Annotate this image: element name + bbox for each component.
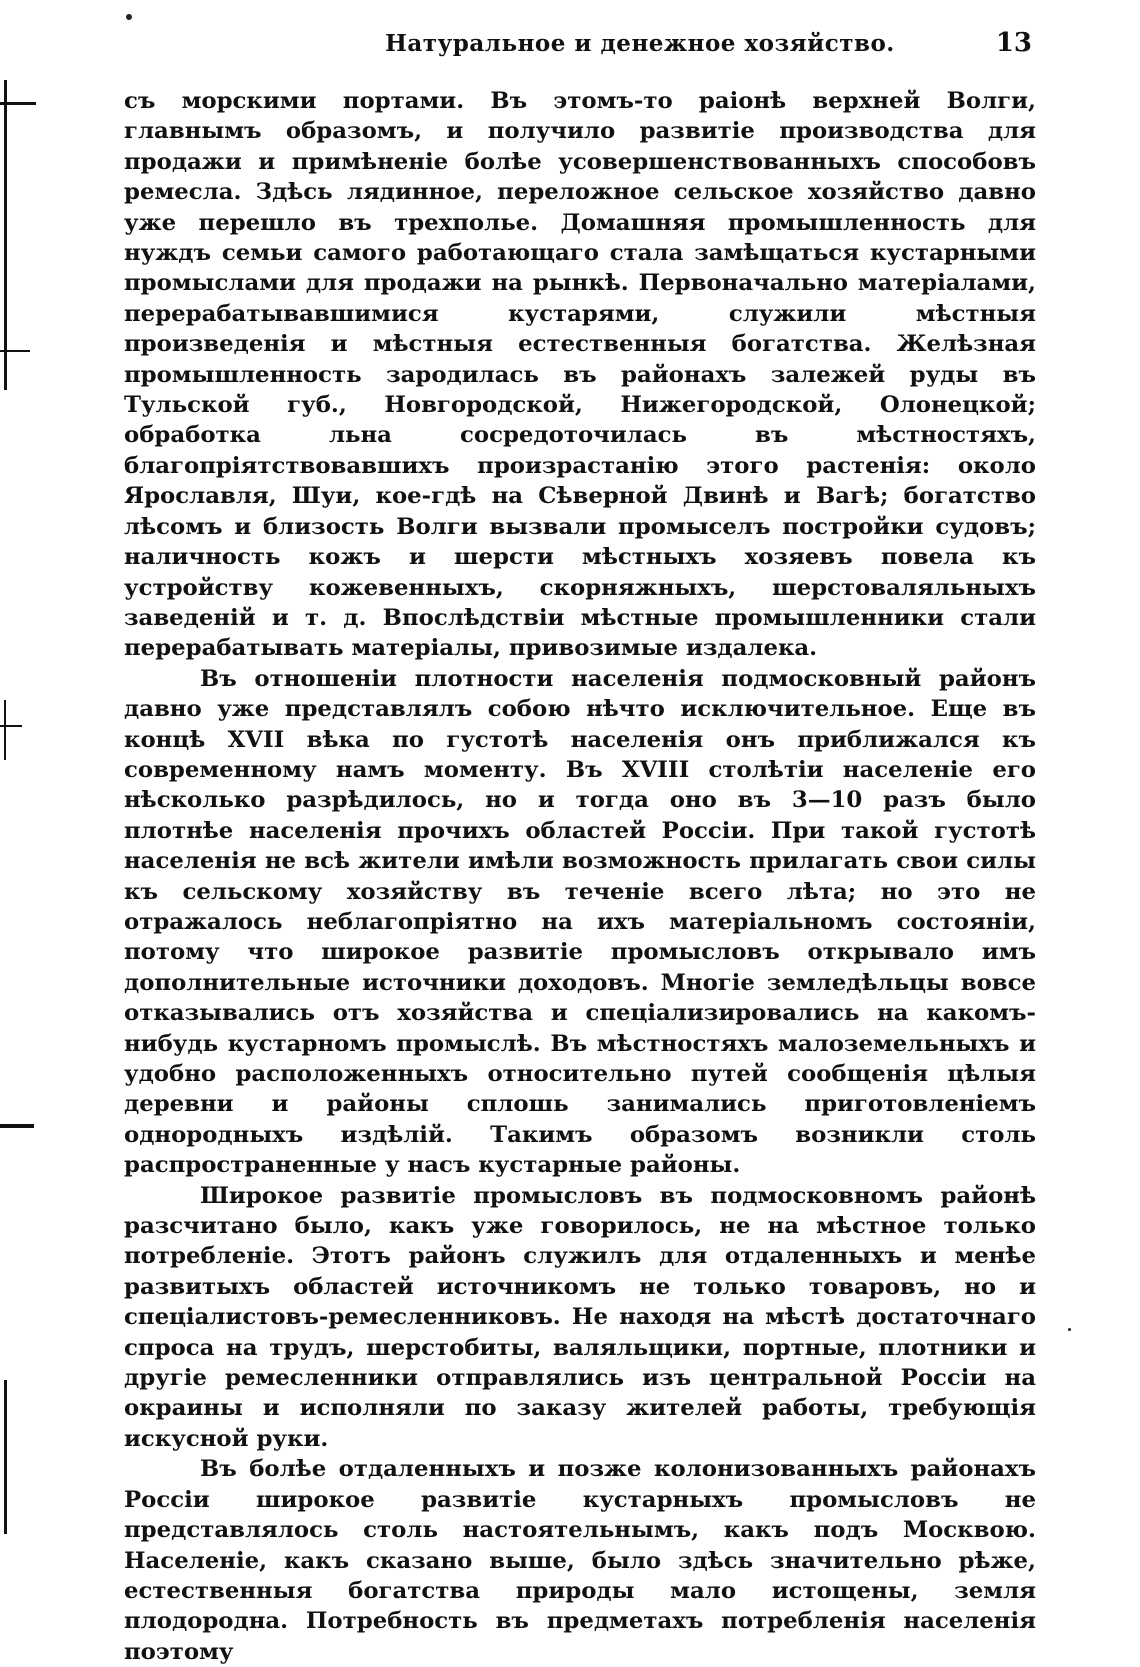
left-scan-tick-1: [0, 102, 36, 105]
left-scan-edge-upper: [4, 80, 7, 390]
left-scan-edge-middle: [4, 700, 6, 760]
scan-speck-1: [126, 14, 132, 20]
left-scan-tick-3: [0, 725, 22, 727]
page-number: 13: [995, 28, 1032, 58]
body-text: [124, 86, 1036, 1667]
left-scan-tick-2: [0, 350, 30, 352]
page-header: [124, 30, 1036, 64]
paragraph-2: Въ отношеніи плотности населенія подмосковный районъ давно уже представлялъ собою нѣчто исключительное. Еще въ концѣ XVII вѣка по густотѣ населенія онъ приближался къ современному намъ моменту. Въ XVIII столѣтіи населеніе его нѣсколько разрѣдилось, но и тогда оно въ 3—10 разъ было плотнѣе населенія прочихъ областей Россіи. При такой густотѣ населенія не всѣ жители имѣли возможность прилагать свои силы къ сельскому хозяйству въ теченіе всего лѣта; но это не отражалось неблагопріятно на ихъ матеріальномъ состояніи, потому что широкое развитіе промысловъ открывало имъ дополнительные источники доходовъ. Многіе земледѣльцы вовсе отказывались отъ хозяйства и спеціализировались на какомъ-нибудь кустарномъ промыслѣ. Въ мѣстностяхъ малоземельныхъ и удобно расположенныхъ относительно путей сообщенія цѣлыя деревни и районы сплошь занимались приготовленіемъ однородныхъ издѣлій. Такимъ образомъ возникли столь распространенные у насъ кустарные районы.: [124, 665, 1036, 1179]
paragraph-3: Широкое развитіе промысловъ въ подмосковномъ районѣ разсчитано было, какъ уже говорилось, не на мѣстное только потребленіе. Этотъ районъ служилъ для отдаленныхъ и менѣе развитыхъ областей источникомъ не только товаровъ, но и спеціалистовъ-ремесленниковъ. Не находя на мѣстѣ достаточнаго спроса на трудъ, шерстобиты, валяльщики, портные, плотники и другіе ремесленники отправлялись изъ центральной Россіи на окраины и исполняли по заказу жителей работы, требующія искусной руки.: [124, 1182, 1036, 1452]
running-title: Натуральное и денежное хозяйство.: [385, 30, 895, 57]
left-scan-tick-4: [0, 1124, 34, 1128]
paragraph-4: Въ болѣе отдаленныхъ и позже колонизованныхъ районахъ Россіи широкое развитіе кустарныхъ промысловъ не представлялось столь настоятельнымъ, какъ подъ Москвою. Населеніе, какъ сказано выше, было здѣсь значительно рѣже, естественныя богатства природы мало истощены, земля плодородна. Потребность въ предметахъ потребленія населенія поэтому: [124, 1456, 1036, 1665]
left-scan-edge-lower: [4, 1380, 7, 1534]
scan-speck-2: [1068, 1328, 1071, 1331]
paragraph-1: съ морскими портами. Въ этомъ-то раіонѣ верхней Волги, главнымъ образомъ, и получило развитіе производства для продажи и примѣненіе болѣе усовершенствованныхъ способовъ ремесла. Здѣсь лядинное, переложное сельское хозяйство давно уже перешло въ трехполье. Домашняя промышленность для нуждъ семьи самого работающаго стала замѣщаться кустарными промыслами для продажи на рынкѣ. Первоначально матеріалами, перерабатывавшимися кустарями, служили мѣстныя произведенія и мѣстныя естественныя богатства. Желѣзная промышленность зародилась въ районахъ залежей руды въ Тульской губ., Новгородской, Нижегородской, Олонецкой; обработка льна сосредоточилась въ мѣстностяхъ, благопріятствовавшихъ произрастанію этого растенія: около Ярославля, Шуи, кое-гдѣ на Сѣверной Двинѣ и Вагѣ; богатство лѣсомъ и близость Волги вызвали промыселъ постройки судовъ; наличность кожъ и шерсти мѣстныхъ хозяевъ повела къ устройству кожевенныхъ, скорняжныхъ, шерстоваляльныхъ заведеній и т. д. Впослѣдствіи мѣстные промышленники стали перерабатывать матеріалы, привозимые издалека.: [124, 88, 1036, 662]
